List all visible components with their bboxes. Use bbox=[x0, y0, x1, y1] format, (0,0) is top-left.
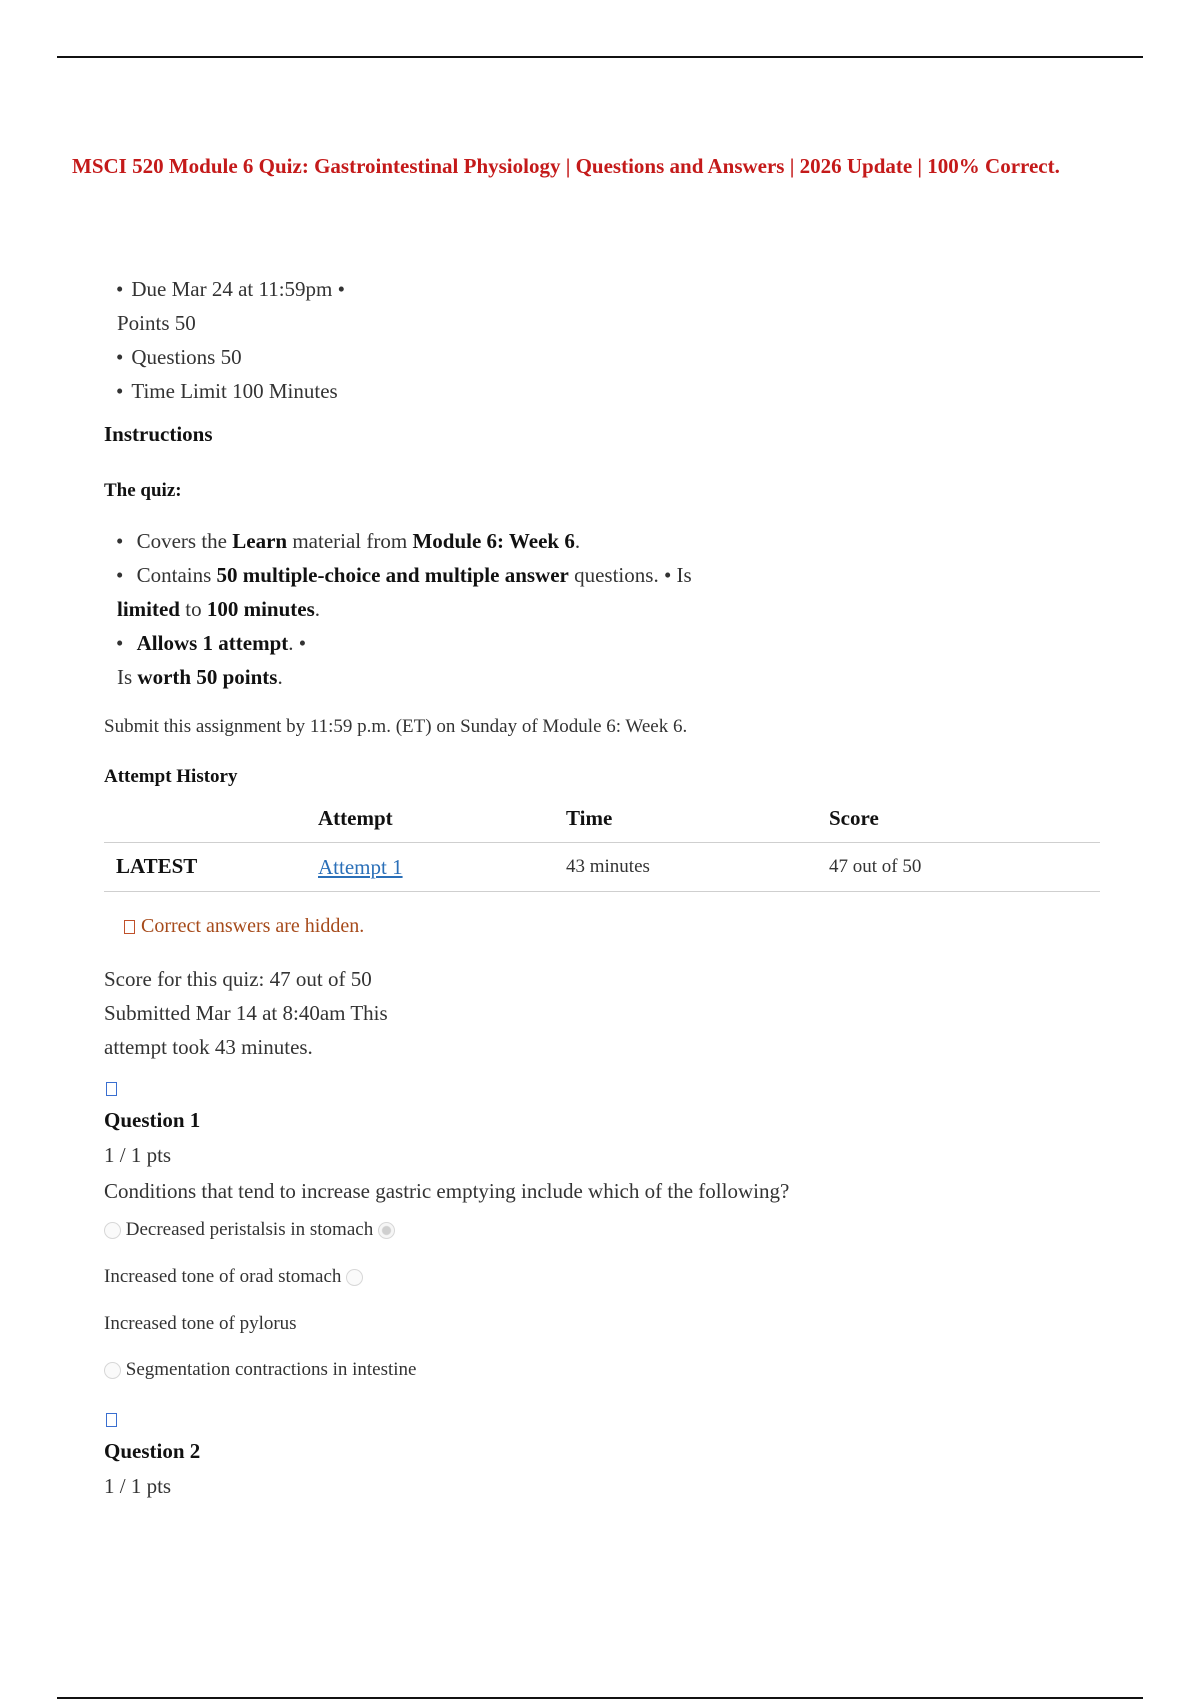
time-limit: • Time Limit 100 Minutes bbox=[116, 378, 338, 404]
question-count: • Questions 50 bbox=[116, 344, 242, 370]
worth-line: Is worth 50 points. bbox=[117, 665, 283, 689]
answers-hidden-notice: Correct answers are hidden. bbox=[124, 915, 364, 938]
flag-icon bbox=[106, 1413, 117, 1427]
warning-icon bbox=[124, 920, 135, 934]
table-bottom-line bbox=[104, 891, 1100, 892]
answer-option-4[interactable]: Segmentation contractions in intestine bbox=[104, 1359, 417, 1381]
attempt-duration: attempt took 43 minutes. bbox=[104, 1035, 313, 1059]
radio-button-selected[interactable] bbox=[378, 1222, 395, 1239]
attempt-history-heading: Attempt History bbox=[104, 766, 238, 787]
flag-question-1[interactable] bbox=[106, 1080, 117, 1098]
submit-instructions: Submit this assignment by 11:59 p.m. (ET) on Sunday of Module 6: Week 6. bbox=[104, 716, 688, 737]
flag-question-2[interactable] bbox=[106, 1411, 117, 1429]
covers-line: • Covers the Learn material from Module 6: Week 6. bbox=[116, 528, 580, 554]
radio-button[interactable] bbox=[104, 1362, 121, 1379]
due-date: • Due Mar 24 at 11:59pm • bbox=[116, 276, 345, 302]
submitted-info: Submitted Mar 14 at 8:40am This bbox=[104, 1001, 388, 1025]
col-header-score: Score bbox=[829, 806, 879, 830]
attempt-time: 43 minutes bbox=[566, 856, 650, 877]
answer-option-1[interactable]: Decreased peristalsis in stomach bbox=[104, 1219, 395, 1241]
answer-option-3[interactable]: Increased tone of pylorus bbox=[104, 1313, 297, 1334]
limited-line: limited to 100 minutes. bbox=[117, 597, 321, 621]
radio-button[interactable] bbox=[346, 1269, 363, 1286]
bottom-rule bbox=[57, 1697, 1143, 1699]
attempt-score: 47 out of 50 bbox=[829, 856, 922, 877]
radio-button[interactable] bbox=[104, 1222, 121, 1239]
question-1-points: 1 / 1 pts bbox=[104, 1143, 172, 1167]
quiz-score: Score for this quiz: 47 out of 50 bbox=[104, 967, 372, 991]
table-divider bbox=[104, 842, 1100, 843]
contains-line: • Contains 50 multiple-choice and multiple answer questions. • Is bbox=[116, 562, 692, 588]
allows-line: • Allows 1 attempt. • bbox=[116, 630, 306, 656]
question-1-text: Conditions that tend to increase gastric emptying include which of the following? bbox=[104, 1179, 790, 1203]
question-1-title: Question 1 bbox=[104, 1108, 201, 1132]
row-label-latest: LATEST bbox=[116, 854, 198, 878]
answer-option-2[interactable]: Increased tone of orad stomach bbox=[104, 1266, 363, 1288]
document-title: MSCI 520 Module 6 Quiz: Gastrointestinal Physiology | Questions and Answers | 2026 Update | 100% Correct. bbox=[72, 154, 1060, 178]
attempt-1-link[interactable]: Attempt 1 bbox=[318, 855, 403, 879]
points: Points 50 bbox=[117, 311, 196, 335]
question-2-title: Question 2 bbox=[104, 1439, 201, 1463]
top-rule bbox=[57, 56, 1143, 58]
quiz-label: The quiz: bbox=[104, 480, 182, 501]
flag-icon bbox=[106, 1082, 117, 1096]
col-header-attempt: Attempt bbox=[318, 806, 393, 830]
col-header-time: Time bbox=[566, 806, 613, 830]
question-2-points: 1 / 1 pts bbox=[104, 1474, 172, 1498]
instructions-heading: Instructions bbox=[104, 422, 213, 446]
